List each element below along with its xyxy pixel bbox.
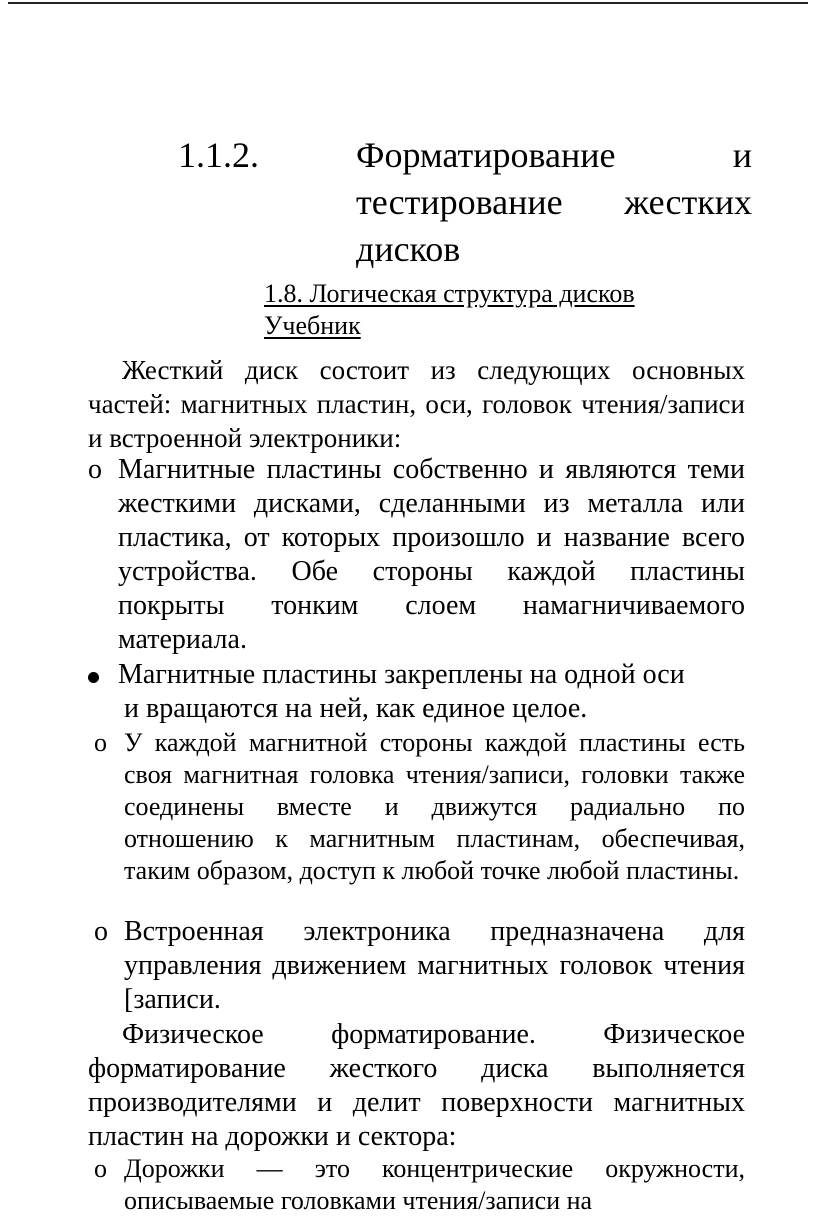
heading-word: тестирование bbox=[356, 182, 563, 222]
list-item-text: Магнитные пластины закреплены на одной оси bbox=[118, 659, 685, 690]
bullet-marker: o bbox=[94, 1154, 107, 1183]
list-item-text: Встроенная электроника предназначена для управления движением магнитных головок чтения [записи. bbox=[124, 916, 745, 1015]
list-item bbox=[94, 915, 745, 1017]
list-item bbox=[94, 727, 745, 887]
heading-word: и bbox=[732, 135, 752, 175]
list-item-text: Магнитные пластины собственно и являются теми жесткими дисками, сделанными из металла или пластика, от которых произошло и название всего устройства. Обе стороны каждой пластины покрыты тонким слоем намагничиваемого материала. bbox=[118, 454, 745, 655]
intro-paragraph: Жесткий диск состоит из следующих основных частей: магнитных пластин, оси, головок чтения/записи и встроенной электроники: bbox=[88, 355, 745, 453]
bullet-marker: o bbox=[94, 916, 108, 947]
heading-line-2 bbox=[356, 179, 752, 226]
heading-word: Форматирование bbox=[356, 135, 616, 175]
chapter-link[interactable]: 1.8. Логическая структура дисков bbox=[264, 279, 635, 308]
list-item-text: Дорожки — это концентрические окружности, описываемые головками чтения/записи на bbox=[124, 1154, 745, 1215]
top-rule bbox=[8, 2, 808, 4]
list-item bbox=[94, 1153, 745, 1217]
list-item-text: У каждой магнитной стороны каждой пластины есть своя магнитная головка чтения/записи, головки также соединены вместе и движутся радиально по отношению к магнитным пластинам, обеспечивая, таким образом, доступ к любой точке любой пластины. bbox=[124, 728, 745, 885]
textbook-link[interactable]: Учебник bbox=[264, 311, 361, 340]
bullet-marker: o bbox=[94, 728, 107, 757]
bullet-marker: o bbox=[88, 454, 102, 485]
bullet-dot-icon bbox=[88, 672, 99, 683]
heading-line-3: дисков bbox=[356, 229, 461, 269]
list-item bbox=[118, 658, 745, 726]
list-item bbox=[88, 453, 745, 657]
physical-formatting-paragraph: Физическое форматирование. Физическое форматирование жесткого диска выполняется производителями и делит поверхности магнитных пластин на дорожки и сектора: bbox=[88, 1019, 745, 1152]
heading-line-1 bbox=[356, 132, 752, 179]
list-item-text: и вращаются на ней, как единое целое. bbox=[124, 693, 588, 724]
section-number: 1.1.2. bbox=[178, 135, 259, 175]
heading-word: жестких bbox=[624, 182, 752, 222]
